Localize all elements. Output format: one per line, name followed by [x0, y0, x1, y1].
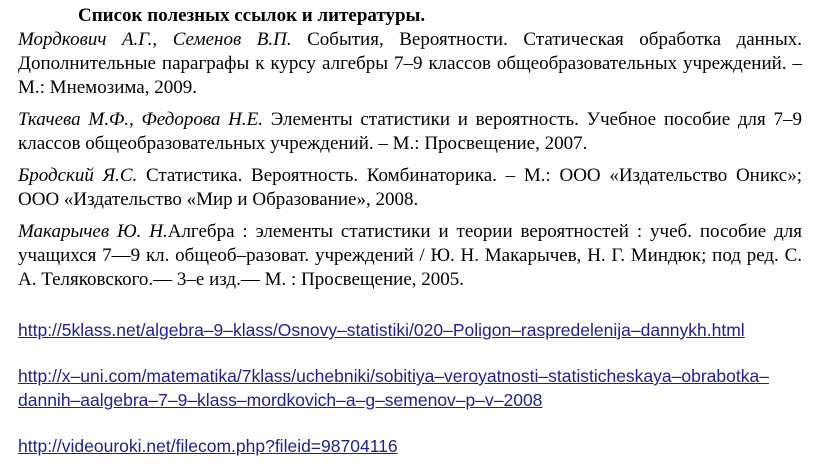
reference-item-3 — [18, 164, 802, 212]
reference-text: Алгебра : элементы статистики и теории вероятностей : учеб. пособие для учащихся 7—9 кл. общеоб–разоват. учреждений / Ю. Н. Макарычев, Н. Г. Миндюк; под ред. С. А. Теляковского.— 3–е изд.— М. : Просвещение, 2005. — [18, 221, 802, 290]
reference-text: Элементы статистики и вероятность. Учебное пособие для 7–9 классов общеобразовательных учреждений. – М.: Просвещение, 2007. — [18, 109, 802, 154]
reference-author: Мордкович А.Г., Семенов В.П. — [18, 29, 292, 50]
page-title: Список полезных ссылок и литературы. — [78, 5, 426, 26]
links-list — [18, 318, 802, 458]
reference-text: Статистика. Вероятность. Комбинаторика. – М.: ООО «Издательство Оникс»; ООО «Издательство «Мир и Образование», 2008. — [18, 165, 802, 210]
reference-item-2 — [18, 108, 802, 156]
link-5klass[interactable]: http://5klass.net/algebra–9–klass/Osnovy–statistiki/020–Poligon–raspredelenija–dannykh.html — [18, 320, 745, 340]
reference-author: Бродский Я.С. — [18, 165, 138, 186]
link-x-uni[interactable]: http://x–uni.com/matematika/7klass/uchebniki/sobitiya–veroyatnosti–statisticheskaya–obrabotka–dannih–aalgebra–7–9–klass–mordkovich–a–g–semenov–p–v–2008 — [18, 366, 769, 410]
link-videouroki[interactable]: http://videouroki.net/filecom.php?fileid=98704116 — [18, 436, 398, 456]
document-page — [18, 0, 802, 458]
reference-author: Макарычев Ю. Н. — [18, 221, 168, 242]
reference-author: Ткачева М.Ф., Федорова Н.Е. — [18, 109, 263, 130]
reference-item-4 — [18, 220, 802, 292]
reference-text: События, Вероятности. Статическая обработка данных. Дополнительные параграфы к курсу алгебры 7–9 классов общеобразовательных учреждений. – М.: Мнемозима, 2009. — [18, 29, 802, 98]
reference-item-1 — [18, 28, 802, 100]
